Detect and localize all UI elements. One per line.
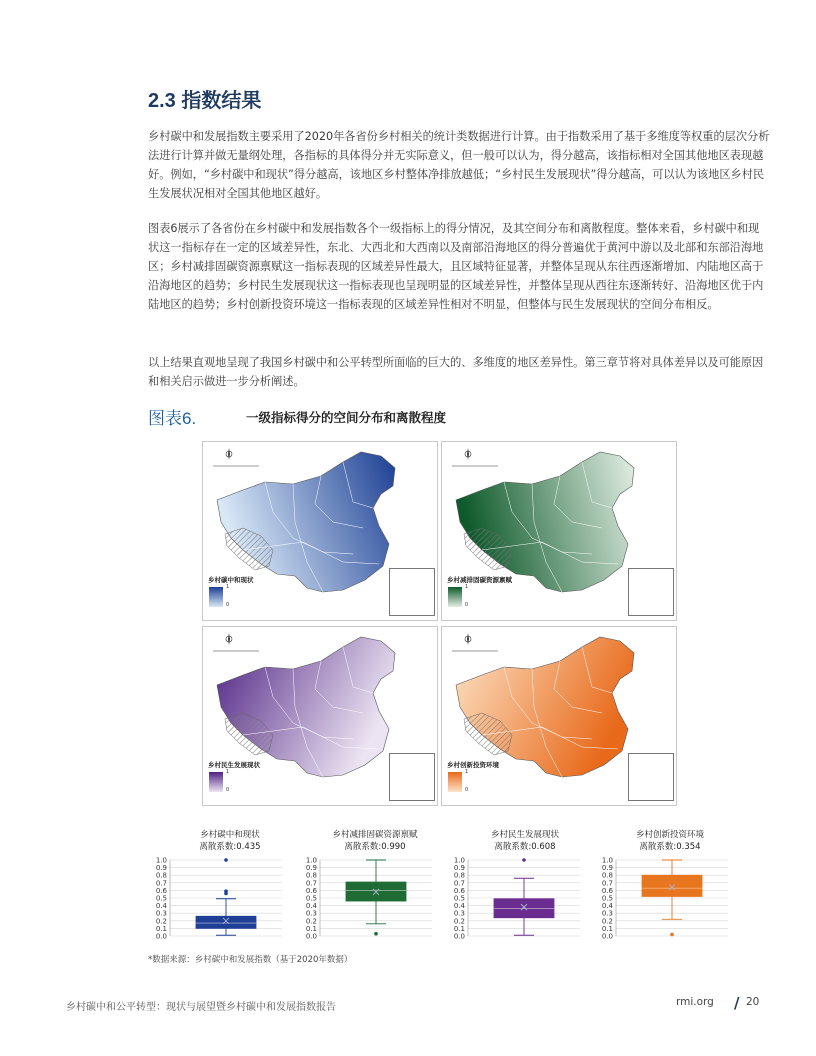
boxplot-title-2 — [305, 828, 445, 852]
page-number: 20 — [746, 996, 760, 1008]
south-china-sea-inset — [389, 753, 435, 801]
y-tick-label: 0.6 — [305, 886, 317, 895]
outlier-point — [224, 889, 228, 893]
y-tick-label: 0.0 — [305, 932, 317, 941]
legend-low-label: 0 — [226, 602, 230, 608]
legend-color-ramp — [448, 772, 462, 792]
footer-site: rmi.org — [676, 996, 714, 1008]
y-tick-label: 0.7 — [453, 879, 465, 888]
y-tick-label: 1.0 — [155, 856, 167, 865]
y-tick-label: 0.6 — [601, 886, 613, 895]
y-tick-label: 0.3 — [155, 909, 167, 918]
y-tick-label: 0.2 — [305, 917, 317, 926]
map-title: 乡村碳中和现状 — [208, 576, 254, 584]
boxplot-series-name: 乡村创新投资环境 — [635, 830, 704, 840]
y-tick-label: 0.1 — [305, 924, 317, 933]
y-tick-label: 0.0 — [155, 932, 167, 941]
y-tick-label: 0.5 — [305, 894, 317, 903]
map-panel-investment — [441, 626, 677, 806]
boxplot-series-name: 乡村碳中和现状 — [200, 830, 260, 840]
y-tick-label: 1.0 — [453, 856, 465, 865]
boxplot-dispersion: 离散系数:0.354 — [639, 842, 701, 852]
section-title: 2.3 指数结果 — [148, 90, 262, 112]
box — [642, 875, 702, 896]
y-tick-label: 0.5 — [453, 894, 465, 903]
figure-title: 一级指标得分的空间分布和离散程度 — [246, 410, 447, 425]
map-title: 乡村民生发展现状 — [208, 761, 260, 769]
y-tick-label: 0.7 — [601, 879, 613, 888]
legend-high-label: 1 — [226, 584, 230, 590]
legend-low-label: 0 — [226, 787, 230, 793]
y-tick-label: 0.2 — [453, 917, 465, 926]
outlier-point — [224, 858, 228, 862]
y-tick-label: 0.1 — [601, 924, 613, 933]
y-tick-label: 0.8 — [155, 871, 167, 880]
footer-slash-icon: / — [734, 994, 740, 1012]
boxplot-title-3 — [455, 828, 595, 852]
legend-color-ramp — [209, 772, 223, 792]
boxplot-series-name: 乡村减排固碳资源禀赋 — [332, 830, 418, 840]
china-land-area — [456, 637, 634, 777]
compass-icon — [452, 448, 498, 466]
map-panel-resource-endowment — [441, 441, 677, 621]
y-tick-label: 0.1 — [155, 924, 167, 933]
boxplot-title-1 — [160, 828, 300, 852]
y-tick-label: 0.7 — [305, 879, 317, 888]
y-tick-label: 0.4 — [601, 902, 613, 911]
y-tick-label: 0.9 — [453, 864, 465, 873]
china-land-area — [217, 452, 395, 592]
y-tick-label: 0.2 — [155, 917, 167, 926]
south-china-sea-inset — [628, 568, 674, 616]
china-land-area — [456, 452, 634, 592]
paragraph-1: 乡村碳中和发展指数主要采用了2020年各省份乡村相关的统计类数据进行计算。由于指数采用了基于多维度等权重的层次分析法进行计算并做无量纲处理，各指标的具体得分并无实际意义，但一般可以认为，得分越高，该指标相对全国其他地区表现越好。例如，“乡村碳中和现状”得分越高，该地区乡村整体净排放越低；“乡村民生发展现状”得分越高，可以认为该地区乡村民生发展状况相对全国其他地区越好。 — [148, 130, 770, 200]
legend-high-label: 1 — [465, 769, 469, 775]
map-title: 乡村减排固碳资源禀赋 — [447, 576, 512, 584]
y-tick-label: 0.4 — [453, 902, 465, 911]
boxplot-dispersion: 离散系数:0.608 — [494, 842, 556, 852]
y-tick-label: 0.9 — [601, 864, 613, 873]
y-tick-label: 0.2 — [601, 917, 613, 926]
compass-icon — [213, 448, 259, 466]
footer-report-title: 乡村碳中和公平转型：现状与展望暨乡村碳中和发展指数报告 — [66, 1002, 336, 1013]
outlier-point — [374, 932, 378, 936]
legend-low-label: 0 — [465, 787, 469, 793]
y-tick-label: 0.8 — [453, 871, 465, 880]
paragraph-3: 以上结果直观地呈现了我国乡村碳中和公平转型所面临的巨大的、多维度的地区差异性。第三章节将对具体差异以及可能原因和相关启示做进一步分析阐述。 — [148, 356, 764, 388]
map-panel-livelihood — [202, 626, 438, 806]
y-tick-label: 1.0 — [601, 856, 613, 865]
y-tick-label: 0.0 — [453, 932, 465, 941]
outlier-point — [670, 933, 674, 937]
y-tick-label: 0.6 — [155, 886, 167, 895]
boxplot-dispersion: 离散系数:0.990 — [344, 842, 406, 852]
boxplot-resource-endowment — [298, 856, 438, 942]
y-tick-label: 0.5 — [601, 894, 613, 903]
china-land-area — [217, 637, 395, 777]
outlier-point — [522, 858, 526, 862]
compass-icon — [452, 633, 498, 651]
figure-label: 图表6. — [148, 409, 197, 428]
map-panel-carbon-status — [202, 441, 438, 621]
paragraph-2: 图表6展示了各省份在乡村碳中和发展指数各个一级指标上的得分情况，及其空间分布和离散程度。整体来看，乡村碳中和现状这一指标存在一定的区域差异性，东北、大西北和大西南以及南部沿海地区的得分普遍优于黄河中游以及北部和东部沿海地区；乡村减排固碳资源禀赋这一指标表现的区域差异性最大，且区域特征显著，并整体呈现从东往西逐渐增加、内陆地区高于沿海地区的趋势；乡村民生发展现状这一指标表现也呈现明显的区域差异性，并整体呈现从西往东逐渐转好、沿海地区优于内陆地区的趋势；乡村创新投资环境这一指标表现的区域差异性相对不明显，但整体与民生发展现状的空间分布相反。 — [148, 222, 764, 311]
y-tick-label: 0.3 — [601, 909, 613, 918]
y-tick-label: 0.7 — [155, 879, 167, 888]
data-source-note: *数据来源：乡村碳中和发展指数（基于2020年数据） — [148, 955, 353, 965]
y-tick-label: 0.4 — [305, 902, 317, 911]
y-tick-label: 0.9 — [155, 864, 167, 873]
y-tick-label: 1.0 — [305, 856, 317, 865]
compass-icon — [213, 633, 259, 651]
y-tick-label: 0.9 — [305, 864, 317, 873]
boxplot-investment — [594, 856, 734, 942]
boxplot-livelihood — [446, 856, 586, 942]
y-tick-label: 0.0 — [601, 932, 613, 941]
y-tick-label: 0.5 — [155, 894, 167, 903]
box — [196, 916, 256, 928]
boxplot-series-name: 乡村民生发展现状 — [490, 830, 559, 840]
legend-high-label: 1 — [465, 584, 469, 590]
south-china-sea-inset — [628, 753, 674, 801]
boxplot-title-4 — [600, 828, 740, 852]
map-title: 乡村创新投资环境 — [447, 761, 499, 769]
boxplot-carbon-status — [148, 856, 288, 942]
legend-high-label: 1 — [226, 769, 230, 775]
legend-color-ramp — [448, 587, 462, 607]
y-tick-label: 0.4 — [155, 902, 167, 911]
legend-color-ramp — [209, 587, 223, 607]
y-tick-label: 0.3 — [453, 909, 465, 918]
y-tick-label: 0.8 — [305, 871, 317, 880]
boxplot-dispersion: 离散系数:0.435 — [199, 842, 261, 852]
y-tick-label: 0.1 — [453, 924, 465, 933]
south-china-sea-inset — [389, 568, 435, 616]
y-tick-label: 0.3 — [305, 909, 317, 918]
y-tick-label: 0.8 — [601, 871, 613, 880]
y-tick-label: 0.6 — [453, 886, 465, 895]
box — [494, 899, 554, 918]
legend-low-label: 0 — [465, 602, 469, 608]
